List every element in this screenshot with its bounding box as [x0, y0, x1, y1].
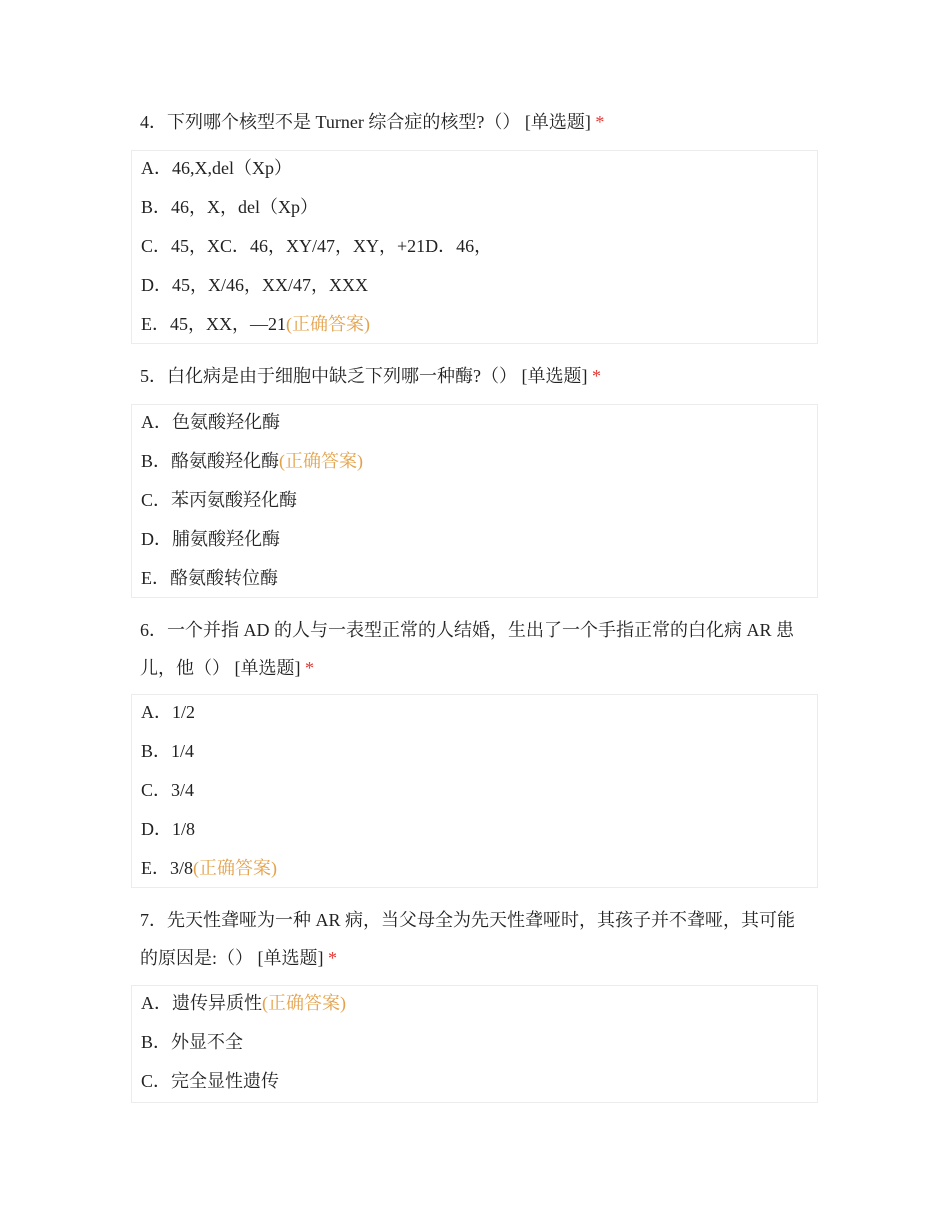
option-text: B．外显不全 [141, 1032, 244, 1052]
option-text: B．酪氨酸羟化酶 [141, 451, 280, 471]
option-c[interactable] [141, 488, 297, 512]
question-title [140, 357, 810, 395]
option-text: C．完全显性遗传 [141, 1071, 280, 1091]
option-c[interactable] [141, 1069, 279, 1093]
option-text: E．酪氨酸转位酶 [141, 568, 278, 588]
option-text: B．46，X，del（Xp） [141, 197, 318, 217]
correct-answer-mark: (正确答案) [193, 858, 277, 878]
required-asterisk: * [305, 658, 314, 678]
option-text: C．45，XC．46，XY/47，XY，+21D．46， [141, 236, 493, 256]
option-text: A．1/2 [141, 702, 195, 722]
option-text: A．46,X,del（Xp） [141, 158, 292, 178]
option-text: D．脯氨酸羟化酶 [141, 529, 280, 549]
option-e[interactable] [141, 312, 370, 336]
option-b[interactable] [141, 195, 318, 219]
option-text: A．色氨酸羟化酶 [141, 412, 280, 432]
option-a[interactable] [141, 410, 280, 434]
options-box [131, 404, 818, 598]
required-asterisk: * [595, 112, 605, 132]
option-text: E．3/8 [141, 858, 193, 878]
question-text: 5．白化病是由于细胞中缺乏下列哪一种酶?（） [单选题] [140, 366, 588, 386]
option-text: C．3/4 [141, 780, 195, 800]
question-title [140, 103, 810, 141]
option-text: D．1/8 [141, 819, 195, 839]
options-box [131, 985, 818, 1103]
option-text: C．苯丙氨酸羟化酶 [141, 490, 298, 510]
option-e[interactable] [141, 566, 278, 590]
correct-answer-mark: (正确答案) [262, 993, 346, 1013]
option-c[interactable] [141, 778, 194, 802]
option-text: D．45，X/46，XX/47，XXX [141, 275, 368, 295]
required-asterisk: * [591, 366, 601, 386]
option-text: B．1/4 [141, 741, 195, 761]
option-d[interactable] [141, 817, 195, 841]
option-a[interactable] [141, 156, 292, 180]
option-d[interactable] [141, 273, 368, 297]
option-text: A．遗传异质性 [141, 993, 262, 1013]
option-a[interactable] [141, 700, 195, 724]
options-box [131, 694, 818, 888]
question-title [140, 901, 810, 977]
option-e[interactable] [141, 856, 277, 880]
option-text: E．45，XX，—21 [141, 314, 286, 334]
question-title [140, 611, 810, 687]
options-box [131, 150, 818, 344]
option-c[interactable] [141, 234, 492, 258]
option-b[interactable] [141, 449, 363, 473]
correct-answer-mark: (正确答案) [286, 314, 370, 334]
question-text: 6．一个并指 AD 的人与一表型正常的人结婚，生出了一个手指正常的白化病 AR 患儿，他（） [单选题] [140, 620, 794, 678]
question-text: 7．先天性聋哑为一种 AR 病，当父母全为先天性聋哑时，其孩子并不聋哑，其可能的原因是:（） [单选题] [140, 910, 796, 968]
option-b[interactable] [141, 739, 194, 763]
correct-answer-mark: (正确答案) [279, 451, 364, 471]
required-asterisk: * [328, 948, 337, 968]
question-text: 4．下列哪个核型不是 Turner 综合症的核型?（） [单选题] [140, 112, 591, 132]
option-d[interactable] [141, 527, 280, 551]
option-a[interactable] [141, 991, 346, 1015]
option-b[interactable] [141, 1030, 243, 1054]
